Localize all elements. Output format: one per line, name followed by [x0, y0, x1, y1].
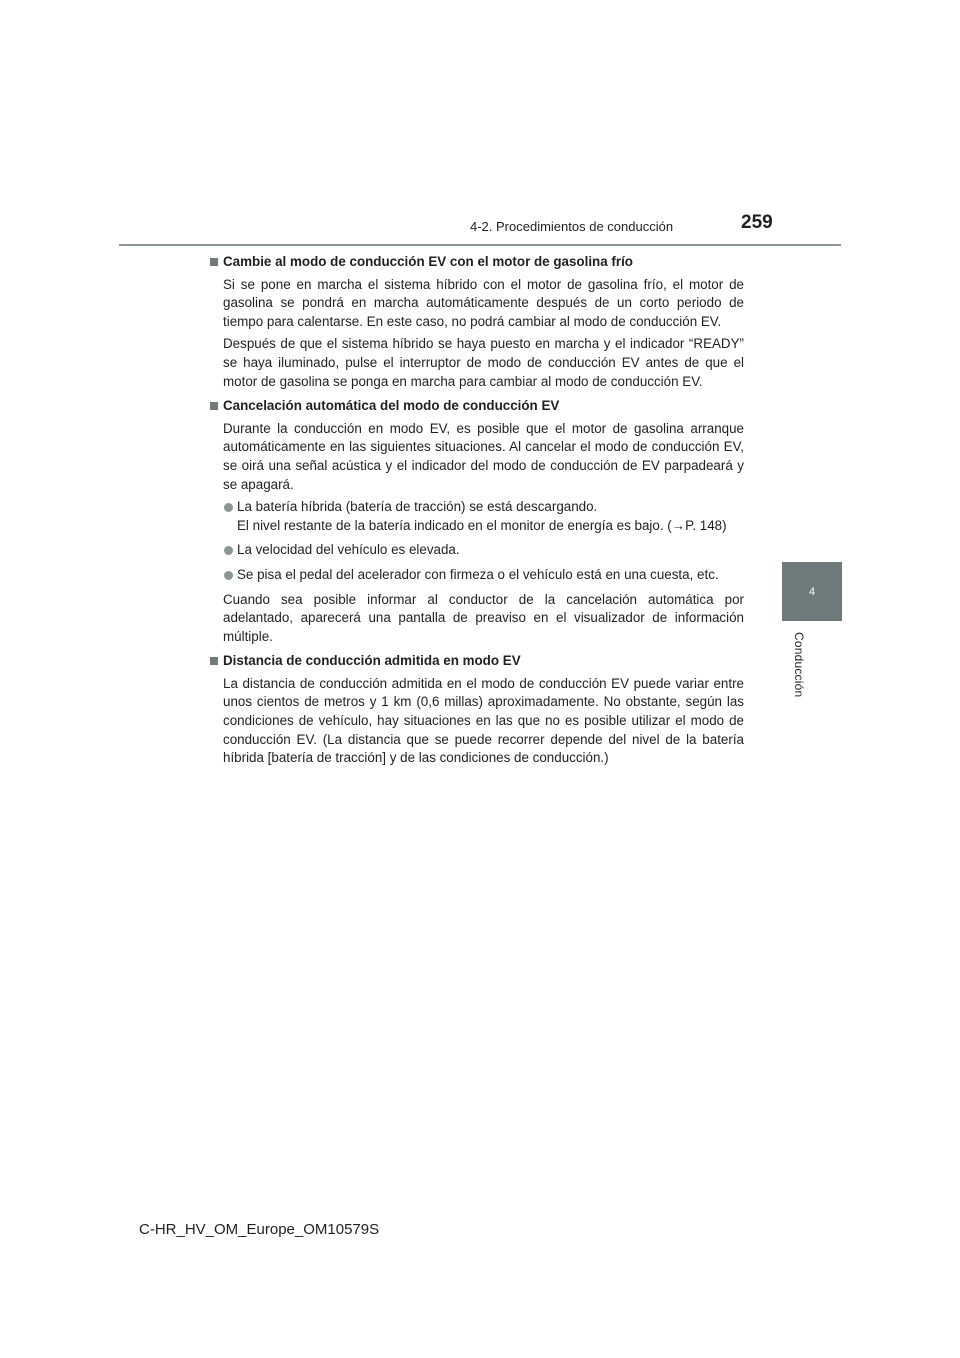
paragraph: Después de que el sistema híbrido se haya puesto en marcha y el indicador “READY” se haya iluminado, pulse el interruptor de modo de conducción EV antes de que el motor de gasolina se ponga en marcha para cambiar al modo de conducción EV.: [223, 336, 744, 389]
chapter-tab: [782, 562, 842, 621]
header-section-title: 4-2. Procedimientos de conducción: [470, 219, 674, 234]
header-divider: [119, 244, 841, 246]
paragraph: Durante la conducción en modo EV, es posible que el motor de gasolina arranque automáticamente en las siguientes situaciones. Al cancelar el modo de conducción EV, se oirá una señal acústica y el indicador del modo de conducción de EV parpadeará y se apagará.: [223, 420, 744, 492]
section-title: Distancia de conducción admitida en modo EV: [223, 653, 521, 669]
section-title: Cambie al modo de conducción EV con el motor de gasolina frío: [223, 254, 633, 269]
page-content: [209, 253, 744, 774]
section-cold-engine: [209, 253, 744, 391]
list-item-text: Se pisa el pedal del acelerador con firmeza o el vehículo está en una cuesta, etc.: [237, 566, 719, 582]
circle-bullet-icon: [224, 503, 233, 512]
paragraph: La distancia de conducción admitida en el modo de conducción EV puede variar entre unos cientos de metros y 1 km (0,6 millas) aproximadamente. No obstante, según las condiciones de vehículo, hay situaciones en las que no es posible utilizar el modo de conducción EV. (La distancia que se puede recorrer depende del nivel de la batería híbrida [batería de tracción] y de las condiciones de conducción.): [223, 675, 744, 766]
list-item-text: La velocidad del vehículo es elevada.: [237, 542, 460, 558]
square-bullet-icon: [210, 402, 218, 410]
paragraph: Cuando sea posible informar al conductor de la cancelación automática por adelantado, aparecerá una pantalla de preaviso en el visualizador de información múltiple.: [223, 591, 744, 644]
section-ev-distance: [209, 652, 744, 768]
list-item: [209, 498, 744, 535]
document-id: C-HR_HV_OM_Europe_OM10579S: [139, 1221, 380, 1238]
list-item-subtext: El nivel restante de la batería indicado en el monitor de energía es bajo. (→P. 148): [237, 517, 727, 533]
list-item-text: La batería híbrida (batería de tracción) se está descargando.: [237, 499, 598, 515]
paragraph: Si se pone en marcha el sistema híbrido con el motor de gasolina frío, el motor de gasolina se pondrá en marcha automáticamente después de un corto periodo de tiempo para calentarse. En este caso, no podrá cambiar al modo de conducción EV.: [223, 276, 744, 329]
page-number: 259: [741, 212, 773, 233]
list-item: [209, 541, 744, 560]
square-bullet-icon: [210, 258, 218, 266]
chapter-label: Conducción: [792, 632, 806, 698]
square-bullet-icon: [210, 657, 218, 665]
chapter-number: 4: [808, 585, 816, 598]
circle-bullet-icon: [224, 546, 233, 555]
circle-bullet-icon: [224, 571, 233, 580]
section-auto-cancel: [209, 397, 744, 646]
section-title: Cancelación automática del modo de conducción EV: [223, 398, 560, 414]
list-item: [209, 566, 744, 585]
